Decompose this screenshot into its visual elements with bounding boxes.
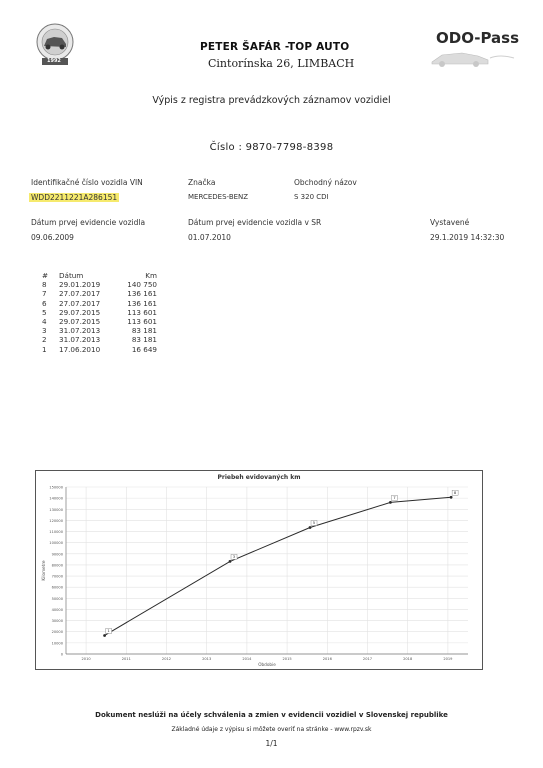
col-header-date: Dátum: [59, 271, 84, 280]
company-address: Cintorínska 26, LIMBACH: [208, 57, 355, 70]
data-label: 7: [393, 495, 396, 501]
y-tick-label: 20000: [51, 630, 63, 635]
x-tick-label: 2016: [322, 657, 332, 661]
odo-pass-brand: ODO-Pass: [436, 29, 520, 47]
row-km: 16 649: [131, 344, 157, 354]
table-row: [42, 308, 157, 317]
vin-label: Identifikačné číslo vozidla VIN: [31, 178, 143, 187]
table-row: [42, 335, 157, 344]
first-registration-sr-label: Dátum prvej evidencie vozidla v SR: [188, 218, 322, 227]
document-title: Výpis z registra prevádzkových záznamov vozidiel: [152, 95, 391, 106]
row-date: 31.07.2013: [59, 335, 101, 345]
company-logo: [30, 22, 80, 68]
footer-notice: Dokument neslúži na účely schválenia a zmien v evidencii vozidiel v Slovenskej republike: [95, 711, 448, 719]
first-registration-value: 09.06.2009: [31, 233, 74, 242]
row-km: 136 161: [127, 289, 157, 299]
y-tick-label: 150000: [49, 485, 63, 490]
issued-value: 29.1.2019 14:32:30: [430, 233, 505, 242]
x-tick-label: 2015: [282, 657, 292, 661]
row-km: 136 161: [127, 298, 157, 308]
table-row: [42, 289, 157, 298]
y-tick-label: 120000: [49, 518, 63, 523]
logo-year: 1992: [47, 58, 61, 64]
issued-label: Vystavené: [430, 218, 470, 227]
y-tick-label: 80000: [51, 563, 63, 568]
row-km: 113 601: [127, 307, 157, 317]
x-tick-label: 2018: [403, 657, 413, 661]
vin-highlight: WDD2211221A286151: [31, 193, 118, 202]
x-tick-label: 2011: [121, 657, 131, 661]
y-tick-label: 30000: [51, 619, 63, 624]
y-tick-label: 50000: [51, 596, 63, 601]
chart-title: Priebeh evidovaných km: [217, 474, 301, 481]
mileage-records-table: [42, 271, 157, 354]
y-tick-label: 40000: [51, 607, 63, 612]
document-number: Číslo : 9870-7798-8398: [209, 142, 334, 153]
y-tick-label: 10000: [51, 641, 63, 646]
row-date: 31.07.2013: [59, 326, 101, 336]
first-registration-label: Dátum prvej evidencie vozidla: [31, 218, 146, 227]
data-point: [389, 501, 392, 504]
row-number: 4: [42, 317, 47, 327]
col-header-number: #: [42, 271, 49, 280]
y-tick-label: 90000: [51, 552, 63, 557]
vin-value: [29, 193, 119, 202]
make-label: Značka: [188, 178, 216, 187]
y-axis-label: Kilometre: [41, 560, 46, 581]
table-row: [42, 280, 157, 289]
x-tick-label: 2012: [161, 657, 172, 661]
row-number: 8: [42, 280, 47, 290]
x-tick-label: 2014: [242, 657, 252, 661]
table-row: [42, 317, 157, 326]
row-number: 5: [42, 307, 47, 317]
row-date: 29.01.2019: [59, 280, 101, 290]
make-value: MERCEDES-BENZ: [188, 193, 249, 201]
y-tick-label: 130000: [49, 507, 63, 512]
data-point: [229, 560, 232, 563]
row-km: 83 181: [131, 326, 157, 336]
row-km: 113 601: [127, 317, 157, 327]
y-tick-label: 100000: [49, 541, 63, 546]
row-date: 27.07.2017: [59, 298, 101, 308]
company-name: PETER ŠAFÁR -TOP AUTO: [200, 41, 350, 53]
x-tick-label: 2017: [362, 657, 373, 661]
row-km: 83 181: [131, 335, 157, 345]
footer-verify: Základné údaje z výpisu si môžete overiť na stránke - www.rpzv.sk: [171, 726, 372, 733]
y-tick-label: 140000: [49, 496, 63, 501]
chart-plot: [36, 471, 482, 669]
data-point: [309, 526, 312, 529]
row-number: 7: [42, 289, 47, 299]
row-number: 2: [42, 335, 47, 345]
x-tick-label: 2010: [81, 657, 91, 661]
row-date: 29.07.2015: [59, 317, 101, 327]
x-tick-label: 2013: [202, 657, 212, 661]
table-row: [42, 345, 157, 354]
table-row: [42, 299, 157, 308]
page-number: 1/1: [265, 739, 278, 748]
data-point: [103, 634, 106, 637]
x-axis-label: Obdobie: [258, 662, 276, 667]
series-line: [105, 497, 452, 635]
trade-name-label: Obchodný názov: [294, 178, 357, 187]
row-date: 27.07.2017: [59, 289, 101, 299]
data-label: 8: [453, 489, 457, 495]
y-tick-label: 70000: [51, 574, 63, 579]
data-point: [450, 496, 453, 499]
trade-name-value: S 320 CDI: [294, 193, 329, 201]
col-header-km: Km: [145, 271, 157, 280]
x-tick-label: 2019: [443, 657, 453, 661]
row-date: 29.07.2015: [59, 307, 101, 317]
y-tick-label: 60000: [51, 585, 63, 590]
row-number: 1: [42, 344, 47, 354]
car-watermark-icon: [428, 46, 518, 70]
row-km: 140 750: [127, 280, 157, 290]
first-registration-sr-value: 01.07.2010: [188, 233, 231, 242]
data-label: 1: [107, 628, 110, 634]
row-number: 6: [42, 298, 47, 308]
table-header-row: [42, 271, 157, 280]
y-tick-label: 110000: [49, 530, 63, 535]
row-number: 3: [42, 326, 47, 336]
row-date: 17.06.2010: [59, 344, 101, 354]
table-row: [42, 326, 157, 335]
mileage-chart: [35, 470, 483, 670]
data-label: 5: [312, 520, 316, 526]
data-label: 3: [232, 554, 236, 560]
y-tick-label: 0: [60, 652, 63, 657]
